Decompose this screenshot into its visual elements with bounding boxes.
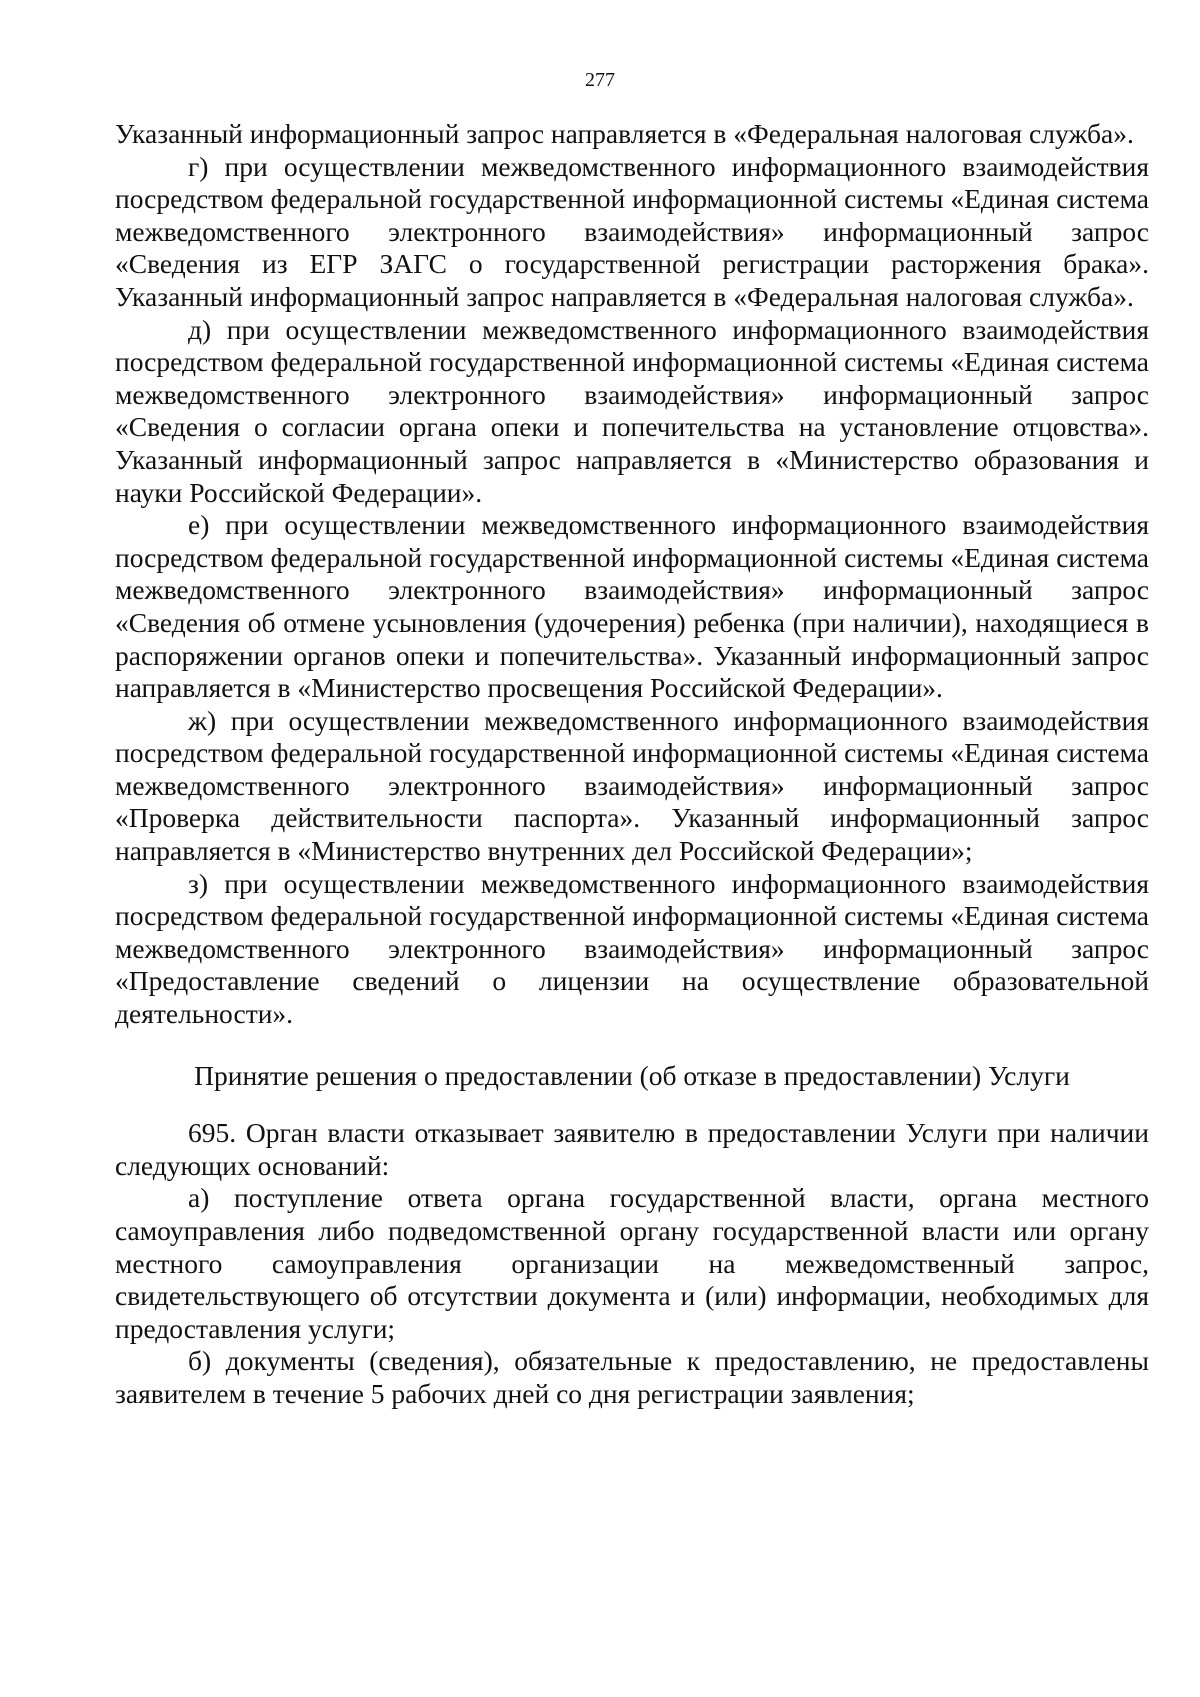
paragraph-item-a: а) поступление ответа органа государственной власти, органа местного самоуправления либо подведомственной органу государственной власти или органу местного самоуправления организации на межведомственный запрос, свидетельствующего об отсутствии документа и (или) информации, необходимых для предоставления услуги; [115,1182,1149,1344]
paragraph-item-zh: ж) при осуществлении межведомственного информационного взаимодействия посредством федеральной государственной информационной системы «Единая система межведомственного электронного взаимодействия» информационный запрос «Проверка действительности паспорта». Указанный информационный запрос направляется в «Министерство внутренних дел Российской Федерации»; [115,704,1149,867]
page-body [115,118,1149,1411]
paragraph-695: 695. Орган власти отказывает заявителю в предоставлении Услуги при наличии следующих оснований: [115,1117,1149,1181]
page-number: 277 [585,69,615,91]
paragraph-item-g: г) при осуществлении межведомственного информационного взаимодействия посредством федеральной государственной информационной системы «Единая система межведомственного электронного взаимодействия» информационный запрос «Сведения из ЕГР ЗАГС о государственной регистрации расторжения брака». Указанный информационный запрос направляется в «Федеральная налоговая служба». [115,150,1149,312]
paragraph-continuation: Указанный информационный запрос направляется в «Федеральная налоговая служба». [115,118,1134,149]
paragraph-item-d: д) при осуществлении межведомственного информационного взаимодействия посредством федеральной государственной информационной системы «Единая система межведомственного электронного взаимодействия» информационный запрос «Сведения о согласии органа опеки и попечительства на установление отцовства». Указанный информационный запрос направляется в «Министерство образования и науки Российской Федерации». [115,313,1149,508]
section-heading: Принятие решения о предоставлении (об отказе в предоставлении) Услуги [194,1059,1070,1091]
paragraph-item-b: б) документы (сведения), обязательные к предоставлению, не предоставлены заявителем в течение 5 рабочих дней со дня регистрации заявления; [115,1345,1149,1409]
paragraph-item-z: з) при осуществлении межведомственного информационного взаимодействия посредством федеральной государственной информационной системы «Единая система межведомственного электронного взаимодействия» информационный запрос «Предоставление сведений о лицензии на осуществление образовательной деятельности». [115,867,1149,1030]
paragraph-item-e: е) при осуществлении межведомственного информационного взаимодействия посредством федеральной государственной информационной системы «Единая система межведомственного электронного взаимодействия» информационный запрос «Сведения об отмене усыновления (удочерения) ребенка (при наличии), находящиеся в распоряжении органов опеки и попечительства». Указанный информационный запрос направляется в «Министерство просвещения Российской Федерации». [115,509,1149,704]
